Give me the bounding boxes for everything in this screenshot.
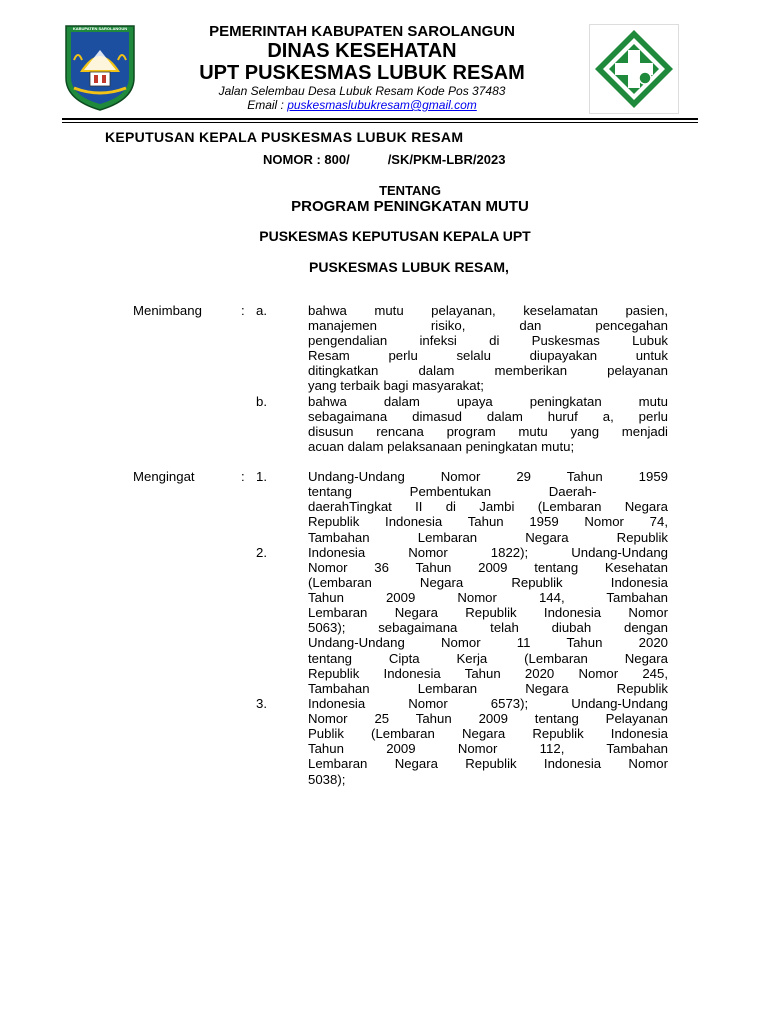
mengingat-line: Undang-Undang Nomor 29 Tahun 1959 <box>308 469 668 484</box>
menimbang-b-line: bahwa dalam upaya peningkatan mutu <box>308 394 668 409</box>
mengingat-line: daerahTingkat II di Jambi (Lembaran Negara <box>308 499 668 514</box>
mengingat-label: Mengingat <box>133 469 195 484</box>
mengingat-line: Republik Indonesia Tahun 2020 Nomor 245, <box>308 666 668 681</box>
decision-title: KEPUTUSAN KEPALA PUSKESMAS LUBUK RESAM <box>105 129 464 145</box>
menimbang-a-line: yang terbaik bagi masyarakat; <box>308 378 484 393</box>
header-rule-thick <box>62 118 698 120</box>
mengingat-line: Indonesia Nomor 1822); Undang-Undang <box>308 545 668 560</box>
email-label: Email : <box>247 98 288 112</box>
logo-caption: KABUPATEN SAROLANGUN <box>72 26 128 31</box>
mengingat-line: Tambahan Lembaran Negara Republik <box>308 681 668 696</box>
header-institution: UPT PUSKESMAS LUBUK RESAM <box>199 62 525 84</box>
mengingat-marker-3: 3. <box>256 696 267 711</box>
menimbang-colon: : <box>241 303 245 318</box>
menimbang-marker-a: a. <box>256 303 267 318</box>
menimbang-marker-b: b. <box>256 394 267 409</box>
puskesmas-logo <box>589 24 679 114</box>
mengingat-line: Nomor 25 Tahun 2009 tentang Pelayanan <box>308 711 668 726</box>
menimbang-label: Menimbang <box>133 303 202 318</box>
mengingat-line: Tahun 2009 Nomor 144, Tambahan <box>308 590 668 605</box>
decision-number <box>263 152 505 167</box>
number-label: NOMOR : 800/ <box>263 152 350 167</box>
mengingat-line <box>308 484 668 499</box>
number-suffix: /SK/PKM-LBR/2023 <box>387 152 506 167</box>
mengingat-line-part: tentang Pembentukan Daerah- <box>308 484 597 499</box>
subject-line-1: PUSKESMAS KEPUTUSAN KEPALA UPT <box>259 228 531 244</box>
mengingat-marker-2: 2. <box>256 545 267 560</box>
menimbang-b-line: sebagaimana dimasud dalam huruf a, perlu <box>308 409 668 424</box>
mengingat-line: Indonesia Nomor 6573); Undang-Undang <box>308 696 668 711</box>
mengingat-line: Nomor 36 Tahun 2009 tentang Kesehatan <box>308 560 668 575</box>
mengingat-line: 5038); <box>308 772 346 787</box>
mengingat-line: Republik Indonesia Tahun 1959 Nomor 74, <box>308 514 668 529</box>
mengingat-line: Tambahan Lembaran Negara Republik <box>308 530 668 545</box>
header-rule-thin <box>62 122 698 123</box>
mengingat-line: 5063); sebagaimana telah diubah dengan <box>308 620 668 635</box>
header-government: PEMERINTAH KABUPATEN SAROLANGUN <box>209 23 515 40</box>
menimbang-a-line: pengendalian infeksi di Puskesmas Lubuk <box>308 333 668 348</box>
header-department: DINAS KESEHATAN <box>267 40 457 62</box>
menimbang-b-line: acuan dalam pelaksanaan peningkatan mutu; <box>308 439 575 454</box>
email-link[interactable]: puskesmaslubukresam@gmail.com <box>287 98 477 112</box>
mengingat-colon: : <box>241 469 245 484</box>
menimbang-a-line: bahwa mutu pelayanan, keselamatan pasien, <box>308 303 668 318</box>
tentang-heading: TENTANG <box>379 183 441 198</box>
program-heading: PROGRAM PENINGKATAN MUTU <box>291 198 529 215</box>
header-email <box>150 98 574 112</box>
menimbang-a-line: ditingkatkan dalam memberikan pelayanan <box>308 363 668 378</box>
mengingat-marker-1: 1. <box>256 469 267 484</box>
mengingat-line: tentang Cipta Kerja (Lembaran Negara <box>308 651 668 666</box>
mengingat-line: Publik (Lembaran Negara Republik Indonesia <box>308 726 668 741</box>
mengingat-line: Lembaran Negara Republik Indonesia Nomor <box>308 756 668 771</box>
menimbang-a-line: manajemen risiko, dan pencegahan <box>308 318 668 333</box>
mengingat-line: Lembaran Negara Republik Indonesia Nomor <box>308 605 668 620</box>
mengingat-line: (Lembaran Negara Republik Indonesia <box>308 575 668 590</box>
menimbang-b-line: disusun rencana program mutu yang menjadi <box>308 424 668 439</box>
regency-logo <box>60 20 140 112</box>
mengingat-line: Tahun 2009 Nomor 112, Tambahan <box>308 741 668 756</box>
mengingat-line: Undang-Undang Nomor 11 Tahun 2020 <box>308 635 668 650</box>
menimbang-a-line: Resam perlu selalu diupayakan untuk <box>308 348 668 363</box>
header-address: Jalan Selembau Desa Lubuk Resam Kode Pos 37483 <box>218 84 506 98</box>
subject-line-2: PUSKESMAS LUBUK RESAM, <box>309 259 509 275</box>
